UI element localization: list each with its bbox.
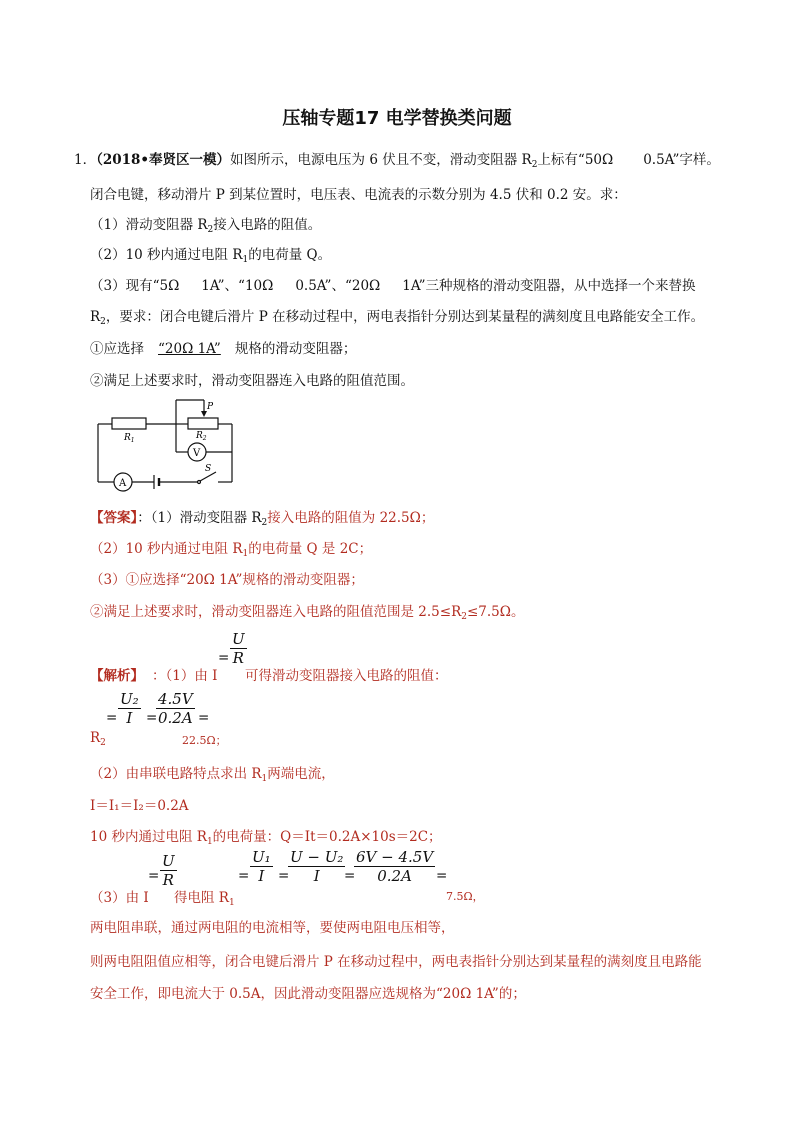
analysis-text: （2）由串联电路特点求出 R	[90, 766, 262, 782]
answer-line-1	[90, 506, 434, 528]
analysis-text: 的电荷量：Q＝It＝0.2A×10s＝2C；	[212, 829, 442, 845]
answer-text: ：（1）滑动变阻器 R	[137, 510, 262, 526]
question-1	[90, 213, 321, 235]
result-value: 7.5Ω，	[446, 890, 484, 903]
subscript: 1	[206, 837, 213, 847]
r1-label	[174, 886, 235, 908]
question-text: （3）现有“5Ω	[90, 278, 180, 294]
analysis-text: ：（1）由 I	[152, 668, 218, 684]
analysis-line-3	[90, 762, 335, 784]
subscript: 2	[207, 225, 214, 235]
fraction-numerator: 6V − 4.5V	[356, 848, 434, 866]
question-text: 1A”、“10Ω	[201, 278, 274, 294]
answer-line-4	[90, 600, 524, 622]
subscript: 1	[242, 549, 249, 559]
equals-sign: =	[146, 710, 158, 726]
r2-label	[90, 730, 106, 748]
equals-sign: =	[344, 868, 356, 884]
label-r1-letter: R	[124, 433, 131, 443]
equals-sign: =	[198, 710, 210, 726]
fraction-u-over-r	[160, 852, 177, 889]
label-r1-sub: 1	[130, 437, 135, 444]
question-text: 规格的滑动变阻器；	[234, 341, 357, 357]
analysis-text: 可得滑动变阻器接入电路的阻值：	[245, 668, 448, 684]
fraction-u-over-r	[230, 630, 247, 667]
analysis-text: 10 秒内通过电阻 R	[90, 829, 207, 845]
analysis-text: 得电阻 R	[174, 890, 229, 906]
question-text: ①应选择	[90, 341, 144, 357]
question-text: ，要求：闭合电键后滑片 P 在移动过程中，两电表指针分别达到某量程的满刻度且电路能安全工作。	[105, 309, 705, 325]
fraction-u2-over-i	[118, 690, 141, 727]
label-r2	[195, 431, 207, 442]
label-switch: S	[205, 464, 212, 474]
sub-question-1	[90, 337, 356, 357]
label-voltmeter: V	[193, 448, 201, 459]
question-text: 的电荷量 Q。	[248, 247, 332, 263]
fraction-numerator: U	[232, 630, 245, 648]
analysis-text: R	[90, 730, 101, 746]
equals-sign: =	[148, 868, 160, 884]
answer-text: ≤7.5Ω。	[466, 604, 525, 620]
label-r1	[123, 433, 135, 444]
question-3-line-2	[90, 305, 704, 327]
analysis-tag: 【解析】	[90, 668, 144, 684]
question-text: 接入电路的阻值。	[213, 217, 322, 233]
answer-line-2	[90, 537, 372, 559]
fraction-numerator: U	[162, 852, 175, 870]
question-text: （1）滑动变阻器 R	[90, 217, 208, 233]
fraction-values	[156, 690, 195, 727]
circuit-diagram	[92, 396, 242, 496]
fraction-values	[354, 848, 435, 885]
fraction-numerator: U₁	[252, 848, 271, 866]
page-title: 压轴专题17 电学替换类问题	[282, 108, 512, 129]
result-value: 22.5Ω；	[182, 734, 227, 747]
equals-sign: =	[436, 868, 448, 884]
fraction-u1-over-i	[250, 848, 273, 885]
answer-text: （2）10 秒内通过电阻 R	[90, 541, 243, 557]
fraction-numerator: U₂	[120, 690, 139, 708]
fraction-denominator: 0.2A	[377, 867, 412, 885]
fraction-denominator: R	[232, 649, 244, 667]
subscript: 2	[261, 518, 268, 528]
question-2	[90, 243, 331, 265]
analysis-text: 两端电流，	[267, 766, 335, 782]
problem-source: （2018•奉贤区一模）	[96, 152, 231, 168]
sub-question-2: ②满足上述要求时，滑动变阻器连入电路的阻值范围。	[90, 373, 414, 389]
label-r2-sub: 2	[202, 435, 207, 442]
fraction-denominator: I	[258, 867, 265, 885]
answer-text: 的电荷量 Q 是 2C；	[248, 541, 373, 557]
problem-text: 0.5A”字样。	[643, 152, 720, 168]
question-3	[90, 274, 696, 294]
question-text: 1A”三种规格的滑动变阻器，从中选择一个来替换	[402, 278, 696, 294]
analysis-line-8: 则两电阻阻值应相等，闭合电键后滑片 P 在移动过程中，两电表指针分别达到某量程的满刻度且电路能	[90, 954, 702, 970]
problem-line-1	[74, 148, 720, 170]
subscript: 2	[531, 160, 538, 170]
problem-number: 1．	[74, 152, 97, 168]
question-text: R	[90, 309, 101, 325]
equals-sign: =	[238, 868, 250, 884]
label-ammeter: A	[119, 478, 127, 489]
resistor-r1	[112, 418, 146, 429]
fill-in-blank: “20Ω 1A”	[158, 341, 221, 357]
problem-line-2: 闭合电键，移动滑片 P 到某位置时，电压表、电流表的示数分别为 4.5 伏和 0.2 安。求：	[90, 187, 627, 203]
fraction-denominator: 0.2A	[158, 709, 193, 727]
label-p: P	[207, 402, 214, 412]
fraction-denominator: I	[313, 867, 320, 885]
equals-sign: =	[106, 710, 118, 726]
analysis-line-2	[90, 690, 290, 746]
problem-text: 如图所示，电源电压为 6 伏且不变，滑动变阻器 R	[230, 152, 532, 168]
problem-text: 上标有“50Ω	[537, 152, 614, 168]
resistor-r2	[188, 418, 218, 429]
fraction-denominator: R	[162, 871, 174, 889]
subscript: 1	[228, 898, 235, 908]
fraction-numerator: 4.5V	[158, 690, 193, 708]
analysis-line-5	[90, 825, 442, 847]
equals-sign: =	[218, 650, 230, 666]
answer-text: ②满足上述要求时，滑动变阻器连入电路的阻值范围是 2.5≤R	[90, 604, 462, 620]
analysis-line-6	[90, 848, 490, 908]
subscript: 2	[100, 317, 106, 327]
fraction-numerator: U − U₂	[290, 848, 344, 866]
question-text: （2）10 秒内通过电阻 R	[90, 247, 243, 263]
answer-line-3: （3）①应选择“20Ω 1A”规格的滑动变阻器；	[90, 572, 364, 588]
analysis-line-4: I＝I₁＝I₂＝0.2A	[90, 798, 189, 814]
subscript: 1	[242, 255, 249, 265]
analysis-line-9: 安全工作，即电流大于 0.5A，因此滑动变阻器应选规格为“20Ω 1A”的；	[90, 986, 526, 1002]
question-text: 0.5A”、“20Ω	[295, 278, 381, 294]
equals-sign: =	[278, 868, 290, 884]
analysis-text: （3）由 I	[90, 890, 149, 906]
fraction-difference	[288, 848, 345, 885]
label-r2-letter: R	[196, 431, 203, 441]
subscript: 2	[461, 612, 467, 622]
subscript: 2	[100, 738, 106, 748]
fraction-denominator: I	[126, 709, 133, 727]
answer-tag: 【答案】	[90, 510, 138, 526]
subscript: 1	[261, 774, 268, 784]
analysis-line-7: 两电阻串联，通过两电阻的电流相等，要使两电阻电压相等，	[90, 920, 455, 936]
answer-text: 接入电路的阻值为 22.5Ω；	[267, 510, 435, 526]
